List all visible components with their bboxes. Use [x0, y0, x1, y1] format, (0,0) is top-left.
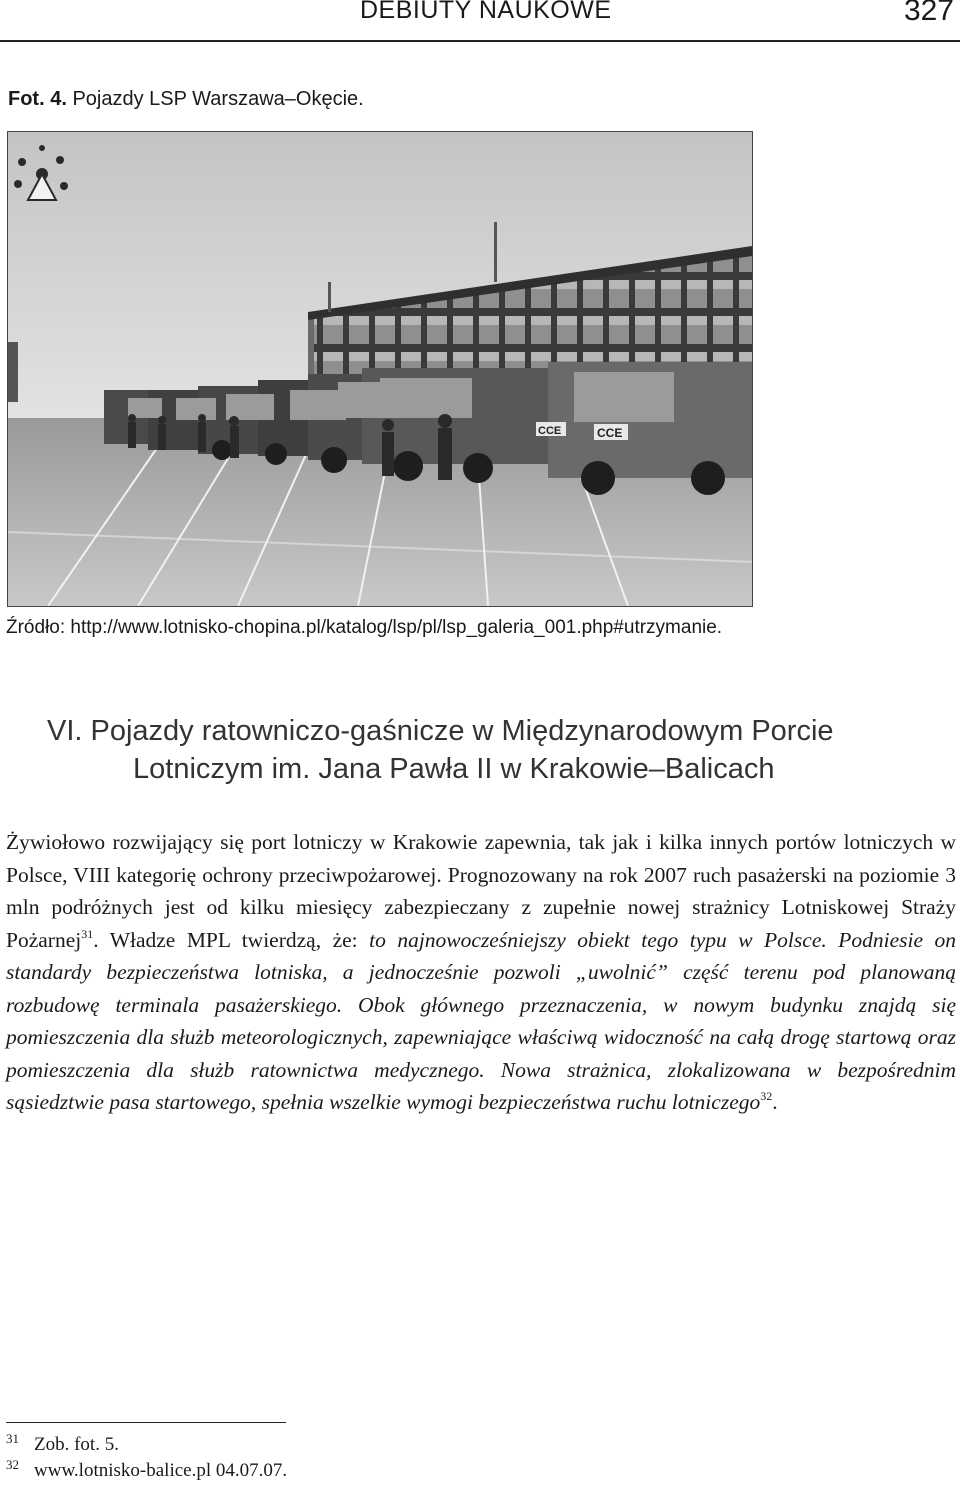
body-paragraph [6, 826, 956, 1119]
door-marking-2: CCE [597, 426, 623, 440]
section-heading-line-2: Lotniczym im. Jana Pawła II w Krakowie–Balicach [133, 753, 775, 785]
fire-vehicles-photo [7, 131, 753, 607]
footnote-number: 32 [6, 1457, 19, 1472]
footnote-ref-32: 32 [760, 1089, 773, 1103]
running-header-title: DEBIUTY NAUKOWE [360, 0, 612, 24]
footnote-text: Zob. fot. 5. [34, 1434, 119, 1455]
photo-illustration [8, 132, 752, 606]
figure-label: Fot. 4. [8, 88, 67, 110]
figure-caption [8, 88, 364, 111]
footnote-divider [6, 1422, 286, 1423]
footnote-32 [6, 1458, 287, 1484]
body-text-end: . [772, 1090, 778, 1114]
footnote-31 [6, 1432, 287, 1458]
footnotes [6, 1432, 287, 1484]
footnote-number: 31 [6, 1431, 19, 1446]
section-heading [47, 712, 947, 788]
body-quotation: to najnowocześniejszy obiekt tego typu w Polsce. Podniesie on standardy bezpieczeństwa lotniska, a jednocześnie pozwoli „uwolnić” część terenu pod planowaną rozbudowę terminala pasażerskiego. Obok głównego przeznaczenia, w nowym budynku znajdą się pomieszczenia dla służb meteorologicznych, zapewniające właściwą widoczność na całą drogę startową oraz pomieszczenia dla służb ratownictwa medycznego. Nowa strażnica, zlokalizowana w bezpośrednim sąsiedztwie pasa startowego, spełnia wszelkie wymogi bezpieczeństwa ruchu lotniczego [6, 927, 956, 1114]
body-text-part-1: Żywiołowo rozwijający się port lotniczy w Krakowie zapewnia, tak jak i kilka innych portów lotniczych w Polsce, VIII kategorię ochrony przeciwpożarowej. Prognozowany na rok 2007 ruch pasażerski na poziomie 3 mln podróżnych jest od kilku miesięcy zabezpieczany z zupełnie nowej strażnicy Lotniskowej Straży Pożarnej [6, 830, 956, 952]
figure-caption-text: Pojazdy LSP Warszawa–Okęcie. [66, 88, 364, 110]
door-marking-1: CCE [538, 425, 562, 437]
running-header [0, 0, 960, 42]
figure-source: Źródło: http://www.lotnisko-chopina.pl/katalog/lsp/pl/lsp_galeria_001.php#utrzymanie. [6, 617, 723, 638]
page-number: 327 [903, 0, 954, 27]
body-text-part-2: . Władze MPL twierdzą, że: [93, 927, 370, 952]
footnote-ref-31: 31 [81, 926, 94, 941]
section-heading-line-1: VI. Pojazdy ratowniczo-gaśnicze w Międzynarodowym Porcie [47, 715, 834, 747]
footnote-text: www.lotnisko-balice.pl 04.07.07. [34, 1460, 288, 1481]
